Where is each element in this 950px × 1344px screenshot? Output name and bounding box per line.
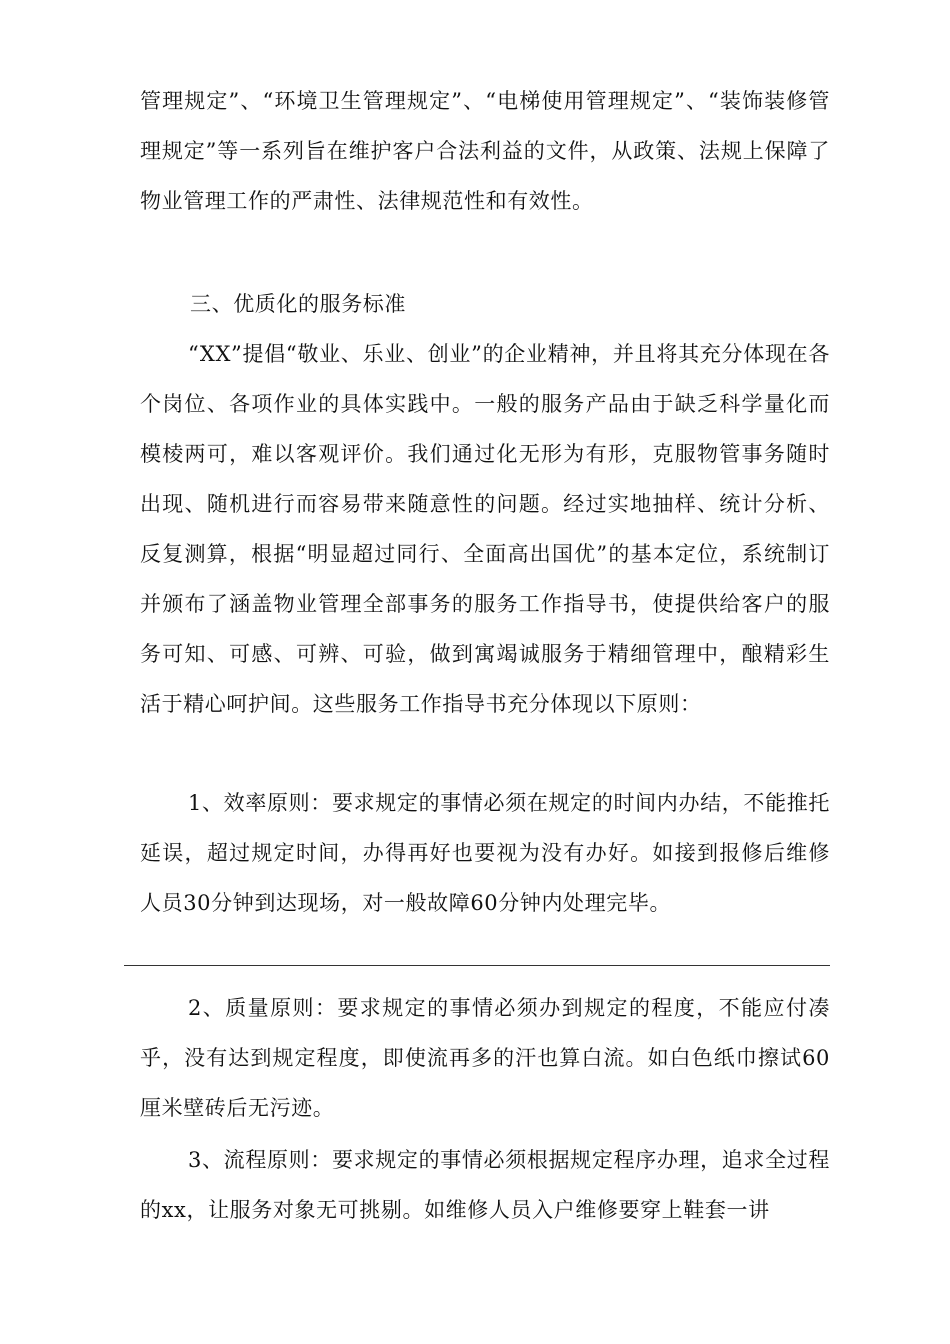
paragraph-service-standard-intro: “XX”提倡“敬业、乐业、创业”的企业精神，并且将其充分体现在各个岗位、各项作业的具体实践中。一般的服务产品由于缺乏科学量化而模棱两可，难以客观评价。我们通过化无形为有形，克服物管事务随时出现、随机进行而容易带来随意性的问题。经过实地抽样、统计分析、反复测算，根据“明显超过同行、全面高出国优”的基本定位，系统制订并颁布了涵盖物业管理全部事务的服务工作指导书，使提供给客户的服务可知、可感、可辨、可验，做到寓竭诚服务于精细管理中，酿精彩生活于精心呵护间。这些服务工作指导书充分体现以下原则：: [140, 342, 830, 716]
section-heading: 三、优质化的服务标准: [190, 292, 406, 316]
paragraph-quality-principle: 2、质量原则：要求规定的事情必须办到规定的程度，不能应付凑乎，没有达到规定程度，即使流再多的汗也算白流。如白色纸巾擦试60厘米壁砖后无污迹。: [140, 996, 830, 1120]
paragraph-regulations-continued: 管理规定”、“环境卫生管理规定”、“电梯使用管理规定”、“装饰装修管理规定”等一系列旨在维护客户合法利益的文件，从政策、法规上保障了物业管理工作的严肃性、法律规范性和有效性。: [140, 89, 830, 213]
page-divider: [124, 965, 830, 966]
paragraph-efficiency-principle: 1、效率原则：要求规定的事情必须在规定的时间内办结，不能推托延误，超过规定时间，办得再好也要视为没有办好。如接到报修后维修人员30分钟到达现场，对一般故障60分钟内处理完毕。: [140, 791, 830, 915]
paragraph-process-principle: 3、流程原则：要求规定的事情必须根据规定程序办理，追求全过程的xx，让服务对象无可挑剔。如维修人员入户维修要穿上鞋套一讲: [140, 1148, 830, 1222]
